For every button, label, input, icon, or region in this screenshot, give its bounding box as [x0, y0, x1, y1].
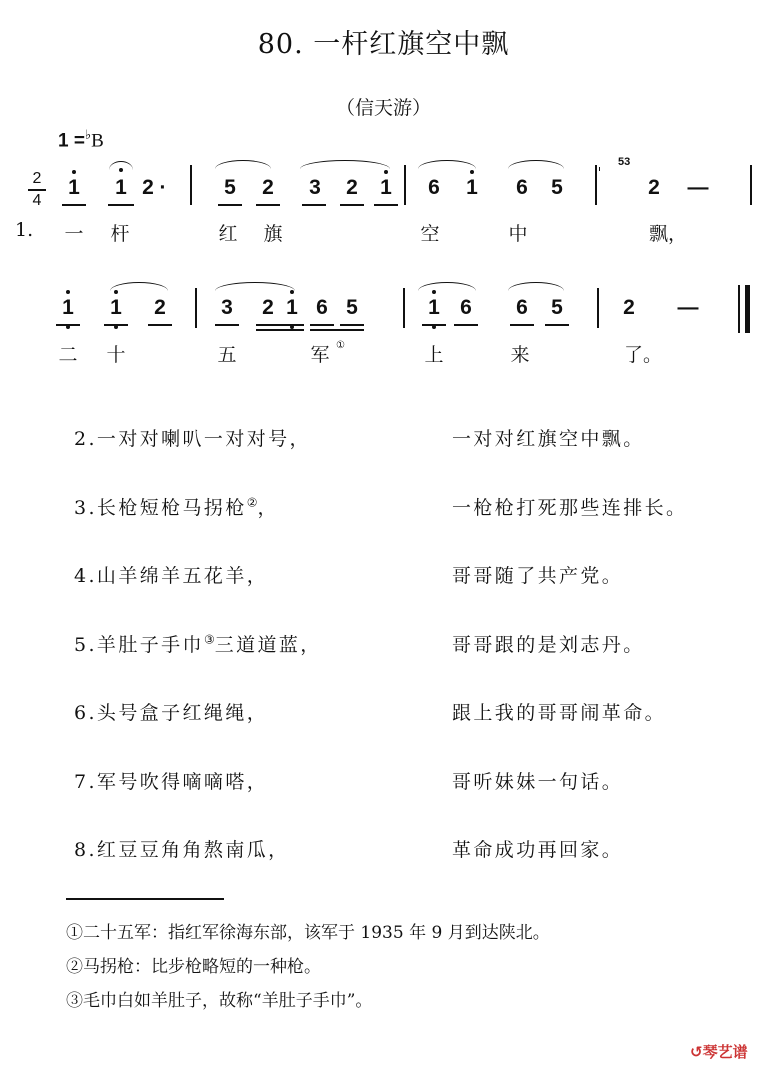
verse-left — [74, 835, 290, 862]
note: 2 — [262, 296, 274, 319]
lyric: 空 — [420, 223, 440, 245]
verse-right: 一枪枪打死那些连排长。 — [452, 496, 688, 519]
lyric: 旗 — [263, 223, 283, 245]
slur — [418, 160, 476, 169]
barline — [190, 165, 192, 205]
note: 1 — [428, 296, 440, 319]
lyric: 杆 — [110, 223, 130, 245]
note: 6 — [316, 296, 328, 319]
lyric: 了。 — [623, 344, 662, 366]
note: 2 — [154, 296, 166, 319]
underline — [218, 204, 242, 206]
slur — [215, 160, 271, 169]
underline — [340, 324, 364, 326]
note: 1 — [68, 176, 80, 199]
verse-right: 哥听妹妹一句话。 — [452, 770, 624, 793]
underline — [256, 324, 280, 326]
note: — — [687, 176, 709, 199]
note: 5 — [346, 296, 358, 319]
underline — [302, 204, 326, 206]
verse-right: 跟上我的哥哥闹革命。 — [452, 702, 667, 724]
barline — [595, 165, 597, 205]
logo-icon: ↺ — [690, 1043, 703, 1061]
underline — [280, 324, 304, 326]
verse-left — [74, 424, 311, 451]
note: 3 — [309, 176, 321, 199]
note: 2 — [142, 176, 154, 199]
note: 1 — [380, 176, 392, 199]
footnote-mark: ② — [246, 495, 258, 510]
footnote: ③毛巾白如羊肚子，故称“羊肚子手巾”。 — [66, 991, 373, 1011]
footnote: ①二十五军：指红军徐海东部，该军于 1935 年 9 月到达陕北。 — [66, 923, 550, 943]
underline — [256, 329, 304, 331]
footnote: ②马拐枪：比步枪略短的一种枪。 — [66, 957, 321, 977]
note: 6 — [428, 176, 440, 199]
key-signature: 1 =♭B — [58, 127, 104, 152]
verse-left — [74, 561, 268, 588]
footnote-mark: ① — [336, 340, 345, 351]
lyric: 来 — [510, 344, 530, 366]
note: — — [677, 296, 699, 319]
barline — [403, 288, 405, 328]
underline — [310, 324, 334, 326]
note: 1 — [62, 296, 74, 319]
note: 5 — [551, 176, 563, 199]
note: 6 — [516, 296, 528, 319]
note: 5 — [224, 176, 236, 199]
verse-text: 3.长枪短枪马拐枪 — [74, 496, 247, 519]
underline — [256, 204, 280, 206]
fermata-dot — [119, 168, 123, 172]
verse-right: 一对对红旗空中飘。 — [452, 428, 645, 450]
verse-right: 哥哥跟的是刘志丹。 — [452, 633, 645, 656]
note: 2 — [262, 176, 274, 199]
note: 1 — [115, 176, 127, 199]
slur — [418, 282, 476, 291]
song-subtitle: （信天游） — [335, 97, 431, 119]
verse-text: 7.军号吹得嘀嘀嗒， — [74, 770, 269, 793]
note: 2 — [623, 296, 635, 319]
verse-right: 哥哥随了共产党。 — [452, 565, 624, 587]
underline — [340, 204, 364, 206]
octave-dot — [384, 170, 388, 174]
underline — [104, 324, 128, 326]
barline — [404, 165, 406, 205]
lyric: 五 — [217, 344, 237, 366]
footnote-mark: ③ — [203, 632, 215, 647]
footnote-rule — [66, 898, 224, 900]
lyric: 1. — [15, 219, 34, 241]
verse-text: 8.红豆豆角角熬南瓜， — [74, 839, 290, 861]
verse-text: 5.羊肚子手巾 — [74, 633, 204, 656]
underline — [545, 324, 569, 326]
verse-text: 4.山羊绵羊五花羊， — [74, 565, 269, 587]
final-barline-thin — [738, 285, 740, 333]
octave-dot — [72, 170, 76, 174]
grace-note: 53 — [618, 156, 631, 168]
underline — [454, 324, 478, 326]
underline — [215, 324, 239, 326]
underline — [56, 324, 80, 326]
note: 6 — [516, 176, 528, 199]
underline — [374, 204, 398, 206]
augmentation-dot: · — [159, 176, 167, 199]
verse-left — [74, 767, 268, 794]
underline — [148, 324, 172, 326]
lyric: 中 — [508, 223, 528, 245]
lyric: 军 — [310, 344, 330, 366]
barline — [599, 167, 600, 171]
verse-text: 2.一对对喇叭一对对号， — [74, 428, 311, 450]
verse-text: ， — [257, 496, 279, 519]
underline — [310, 329, 364, 331]
barline — [195, 288, 197, 328]
song-title: 80. 一杆红旗空中飘 — [257, 29, 510, 60]
note: 1 — [466, 176, 478, 199]
note: 5 — [551, 296, 563, 319]
note: 2 — [648, 176, 660, 199]
verse-left — [74, 698, 268, 725]
lyric: 上 — [424, 344, 444, 366]
octave-dot — [470, 170, 474, 174]
verse-right: 革命成功再回家。 — [452, 839, 624, 861]
note: 2 — [346, 176, 358, 199]
lyric: 一 — [64, 223, 84, 245]
time-signature: 2 4 — [28, 170, 46, 210]
note: 1 — [286, 296, 298, 319]
slur — [215, 282, 295, 291]
watermark-logo: ↺琴艺谱 — [690, 1043, 748, 1061]
barline — [750, 165, 752, 205]
lyric: 十 — [106, 344, 126, 366]
note: 1 — [110, 296, 122, 319]
slur — [110, 282, 168, 291]
verse-text: 三道道蓝， — [214, 633, 322, 656]
barline — [597, 288, 599, 328]
lyric: 二 — [58, 344, 78, 366]
final-barline-thick — [745, 285, 750, 333]
octave-dot — [66, 290, 70, 294]
slur — [300, 160, 390, 169]
underline — [62, 204, 86, 206]
slur — [508, 282, 564, 291]
lyric: 红 — [218, 223, 238, 245]
verse-left — [74, 630, 322, 657]
note: 3 — [221, 296, 233, 319]
lyric: 飘， — [649, 223, 688, 245]
verse-text: 6.头号盒子红绳绳， — [74, 702, 269, 724]
flat-sign: ♭ — [84, 127, 92, 142]
note: 6 — [460, 296, 472, 319]
underline — [510, 324, 534, 326]
slur — [508, 160, 564, 169]
verse-left — [74, 493, 279, 520]
underline — [108, 204, 134, 206]
underline — [422, 324, 446, 326]
